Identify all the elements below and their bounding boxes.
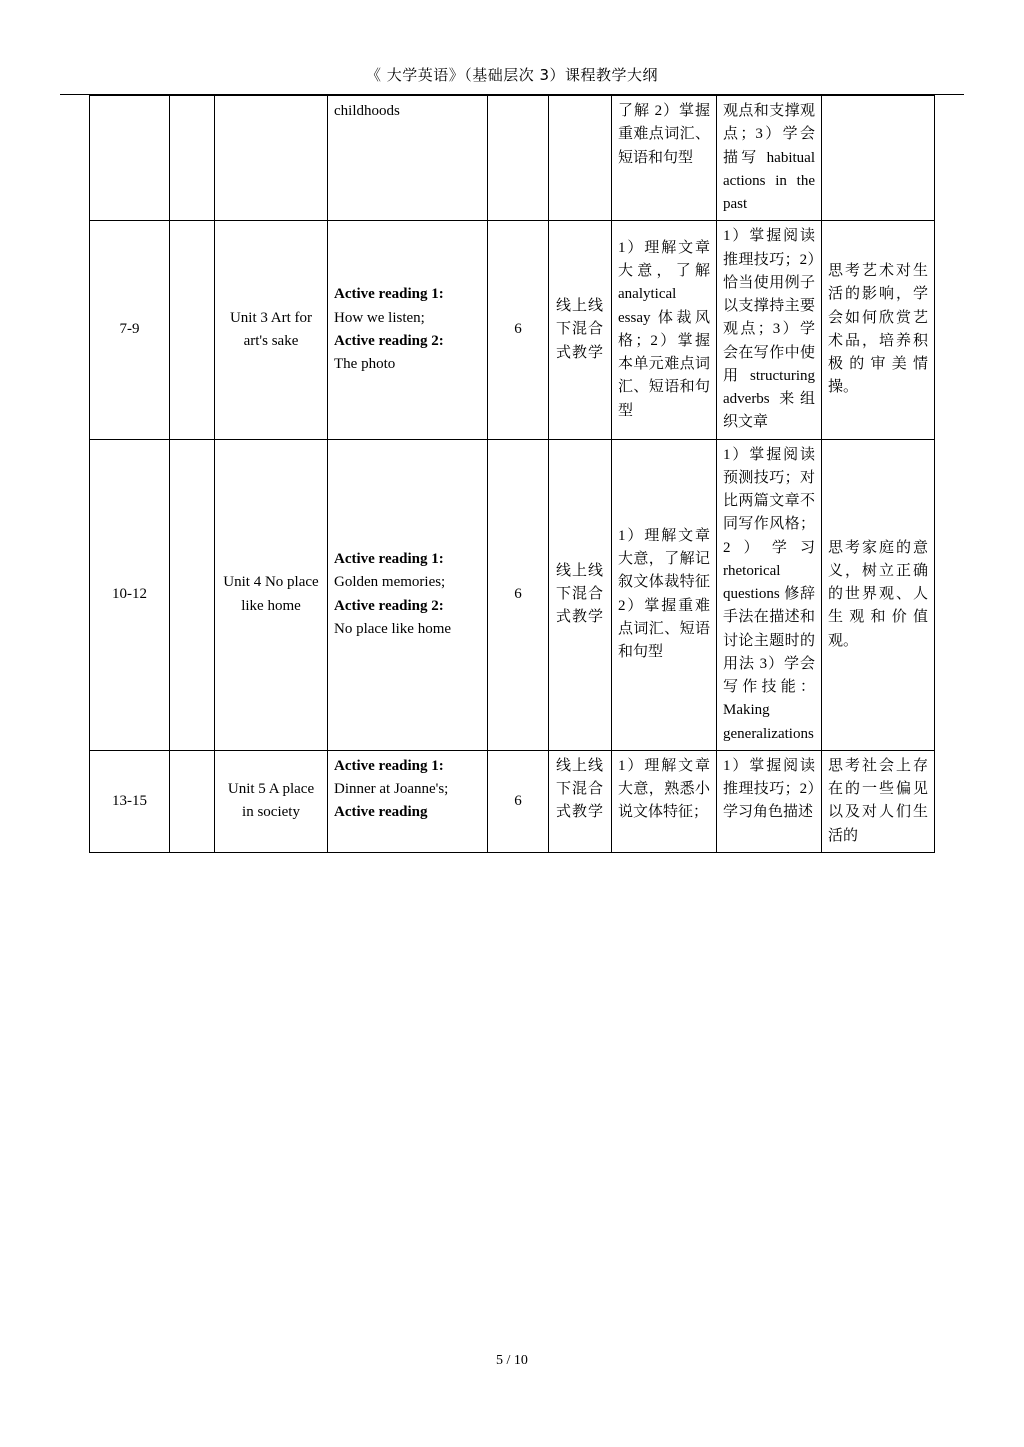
cell-ideology: 思考家庭的意义，树立正确的世界观、人生观和价值观。 xyxy=(822,439,935,750)
cell-week: 13-15 xyxy=(90,750,170,852)
cell-content xyxy=(328,750,488,852)
cell-mode: 线上线下混合式教学 xyxy=(549,439,612,750)
cell-skill: 观点和支撑观点；3）学会描写 habitual actions in the past xyxy=(717,96,822,221)
content-line: Active reading xyxy=(334,804,428,821)
cell-blank xyxy=(170,750,215,852)
cell-mode xyxy=(549,96,612,221)
page-footer xyxy=(0,1353,1024,1369)
content-line: Active reading 2: xyxy=(334,597,444,614)
table-row xyxy=(90,439,935,750)
cell-goal: 1）理解文章大意，熟悉小说文体特征； xyxy=(612,750,717,852)
cell-hours: 6 xyxy=(488,750,549,852)
cell-hours xyxy=(488,96,549,221)
cell-goal: 了解 2）掌握重难点词汇、短语和句型 xyxy=(612,96,717,221)
table-row xyxy=(90,221,935,439)
page-header xyxy=(60,0,964,95)
cell-goal: 1）理解文章大意，了解记叙文体裁特征 2）掌握重难点词汇、短语和句型 xyxy=(612,439,717,750)
content-line: No place like home xyxy=(334,620,452,637)
content-line: How we listen; xyxy=(334,309,425,326)
content-line: Active reading 1: xyxy=(334,757,444,774)
cell-mode: 线上线下混合式教学 xyxy=(549,750,612,852)
page-number: 5 / 10 xyxy=(496,1353,528,1368)
header-title: 《 大学英语》（基础层次 3）课程教学大纲 xyxy=(365,66,659,84)
cell-week: 10-12 xyxy=(90,439,170,750)
content-line: Active reading 2: xyxy=(334,332,444,349)
cell-goal: 1）理解文章大意，了解 analytical essay 体裁风格；2）掌握本单元难点词汇、短语和句型 xyxy=(612,221,717,439)
cell-week xyxy=(90,96,170,221)
cell-mode: 线上线下混合式教学 xyxy=(549,221,612,439)
cell-unit xyxy=(215,96,328,221)
cell-content xyxy=(328,439,488,750)
cell-ideology: 思考艺术对生活的影响，学会如何欣赏艺术品，培养积极的审美情操。 xyxy=(822,221,935,439)
cell-content xyxy=(328,221,488,439)
cell-week: 7-9 xyxy=(90,221,170,439)
content-line: Dinner at Joanne's; xyxy=(334,781,449,797)
table-row xyxy=(90,96,935,221)
cell-ideology xyxy=(822,96,935,221)
content-line: Active reading 1: xyxy=(334,551,444,568)
syllabus-table xyxy=(89,95,935,853)
content-line: Golden memories; xyxy=(334,574,446,591)
cell-blank xyxy=(170,96,215,221)
cell-skill: 1）掌握阅读预测技巧；对比两篇文章不同写作风格；2）学习 rhetorical questions 修辞手法在描述和讨论主题时的用法 3）学会写作技能：Making generalizations xyxy=(717,439,822,750)
cell-unit: Unit 5 A place in society xyxy=(215,750,328,852)
cell-blank xyxy=(170,439,215,750)
cell-unit: Unit 3 Art for art's sake xyxy=(215,221,328,439)
cell-content: childhoods xyxy=(328,96,488,221)
cell-unit: Unit 4 No place like home xyxy=(215,439,328,750)
cell-skill: 1）掌握阅读推理技巧；2）学习角色描述 xyxy=(717,750,822,852)
cell-blank xyxy=(170,221,215,439)
table-row xyxy=(90,750,935,852)
cell-skill: 1）掌握阅读推理技巧；2）恰当使用例子以支撑持主要观点；3）学会在写作中使用 structuring adverbs 来组织文章 xyxy=(717,221,822,439)
cell-ideology: 思考社会上存在的一些偏见以及对人们生活的 xyxy=(822,750,935,852)
cell-hours: 6 xyxy=(488,439,549,750)
cell-hours: 6 xyxy=(488,221,549,439)
content-line: The photo xyxy=(334,356,396,373)
content-line: Active reading 1: xyxy=(334,286,444,303)
